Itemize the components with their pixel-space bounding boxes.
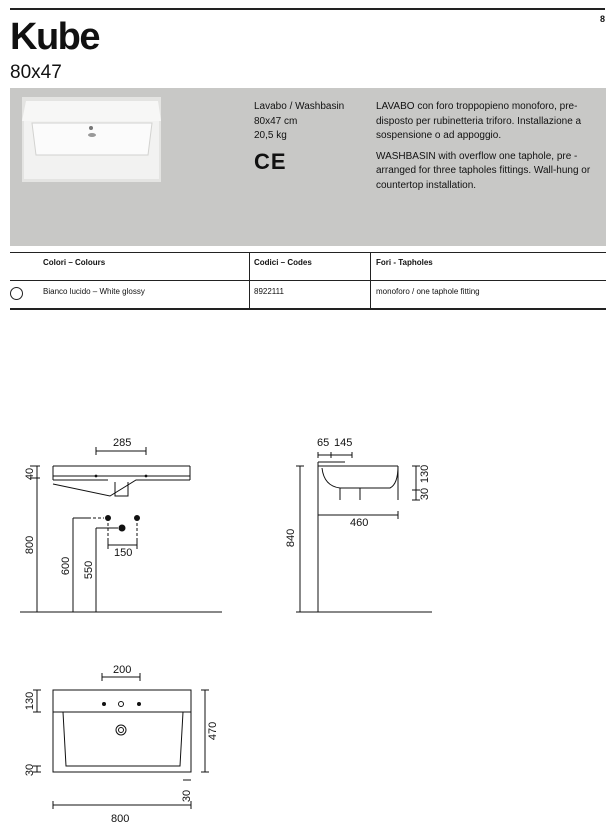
side-view-drawing (296, 452, 432, 612)
dim-front-height: 800 (24, 535, 36, 555)
dim-top-front: 30 (24, 763, 36, 777)
row-tapholes: monoforo / one taphole fitting (376, 287, 480, 296)
header-codes: Codici – Codes (254, 258, 312, 267)
row-colour: Bianco lucido – White glossy (43, 287, 145, 296)
product-size: 80x47 (10, 62, 62, 83)
dim-top-spacing: 200 (113, 664, 132, 676)
dim-front-drain-2: 550 (83, 560, 95, 580)
dim-side-depth-2: 130 (419, 464, 431, 484)
header-colours: Colori – Colours (43, 258, 106, 267)
spec-dimensions: 80x47 cm (254, 115, 298, 127)
dim-side-depth-1: 30 (419, 487, 431, 501)
header-tapholes: Fori - Tapholes (376, 258, 433, 267)
top-view-drawing (33, 673, 209, 809)
dim-top-width: 470 (207, 721, 219, 741)
spec-type: Lavabo / Washbasin (254, 101, 345, 112)
dim-front-top-thickness: 40 (24, 467, 36, 481)
dim-top-back: 130 (24, 691, 36, 711)
dim-side-length: 460 (350, 517, 369, 529)
row-code: 8922111 (254, 287, 284, 296)
dim-side-offset-2: 145 (334, 437, 353, 449)
dim-front-spacing: 150 (114, 547, 133, 559)
description-italian: LAVABO con foro troppopieno monoforo, pre-disposto per rubinetteria triforo. Installazione a sospensione o ad appoggio. (376, 101, 582, 141)
dim-side-height: 840 (285, 528, 297, 548)
dim-top-length: 800 (111, 813, 130, 825)
dim-top-right: 30 (181, 789, 193, 803)
description-english: WASHBASIN with overflow one taphole, pre - arranged for three tapholes fittings. Wall-hung or countertop installation. (376, 150, 591, 191)
dim-front-drain-1: 600 (60, 556, 72, 576)
spec-weight: 20,5 kg (254, 130, 287, 141)
product-title: Kube (10, 16, 99, 58)
dim-front-taphole: 285 (113, 437, 132, 449)
ce-mark: CE (254, 149, 287, 174)
dim-side-offset: 65 (317, 437, 330, 449)
page-number: 8 (599, 14, 605, 24)
